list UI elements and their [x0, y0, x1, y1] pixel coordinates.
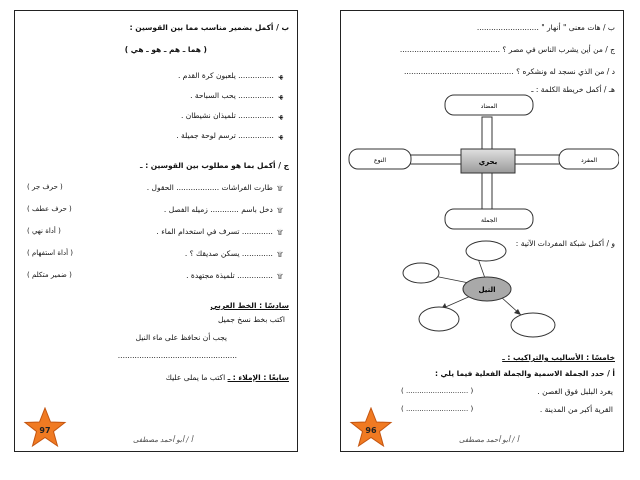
hint-label: ( ضمير متكلم ) — [27, 271, 72, 279]
section5-answer: ( ............................ ) — [401, 405, 474, 413]
vocabulary-web — [401, 239, 571, 345]
list-item: ﮫ............... ترسم لوحة جميلة . — [176, 131, 283, 140]
list-item: ۩............. تسرف في استخدام الماء . — [156, 227, 283, 236]
list-item: ۩............... تلميذة مجتهدة . — [186, 271, 283, 280]
page-number-star — [23, 407, 67, 449]
right-page — [340, 10, 624, 452]
question-w: و / أكمل شبكة المفردات الآتية : — [515, 239, 615, 248]
section6-line: .................................................. — [117, 351, 237, 360]
question-h: هـ / أكمل خريطة الكلمة : ـ — [531, 85, 615, 94]
left-page — [14, 10, 298, 452]
question-d: د / من الذي نسجد له ونشكره ؟ .............................................. — [404, 67, 615, 76]
section5-item: يغرد البلبل فوق الغصن . — [537, 387, 613, 396]
list-item: ﮫ............... تلميذان نشيطان . — [180, 111, 283, 120]
section7-title: سابعًا : الإملاء : ـ — [227, 373, 289, 382]
hint-label: ( أداة استفهام ) — [27, 249, 73, 257]
web-center-label: النيل — [478, 286, 496, 294]
map-label-left: النوع — [374, 157, 386, 164]
question-c: ج / من أين يشرب الناس في مصر ؟ .......................................... — [399, 45, 615, 54]
page-number: 97 — [39, 426, 51, 435]
section5-answer: ( ............................ ) — [401, 387, 474, 395]
section7-row — [23, 373, 289, 383]
section5-title: خامسًا : الأساليب والتراكيب : ـ — [502, 353, 615, 362]
word-map — [347, 93, 619, 231]
map-label-bottom: الجملة — [480, 217, 498, 224]
list-item: ﮫ............... يلعبون كرة القدم . — [178, 71, 283, 80]
map-center-label: بحري — [478, 158, 498, 166]
list-item: ﮫ............... يحب السباحة . — [190, 91, 283, 100]
section6-sentence: يجب أن نحافظ على ماء النيل — [135, 333, 227, 342]
signature: أ / أبو أحمد مصطفى — [133, 436, 193, 444]
question-b: ب / هات معنى " أنهار " .......................... — [476, 23, 615, 32]
list-item: ۩دخل باسم ............ زميله الفصل . — [163, 205, 283, 214]
section-c-title: ج / أكمل بما هو مطلوب بين القوسين : ـ — [140, 161, 289, 170]
list-item: ۩طارت الفراشات .................. الحقول . — [146, 183, 283, 192]
section-b-title: ب / أكمل بضمير مناسب مما بين القوسين : — [129, 23, 289, 32]
section5-item: القرية أكبر من المدينة . — [539, 405, 613, 414]
hint-label: ( حرف عطف ) — [27, 205, 72, 213]
section6-title: سادسًا : الخط العربي — [210, 301, 289, 310]
section5-a: أ / حدد الجملة الاسمية والجملة الفعلية فيما يلي : — [434, 369, 615, 378]
map-label-right: المفرد — [581, 157, 597, 164]
signature: أ / أبو أحمد مصطفى — [459, 436, 519, 444]
section7-instruction: اكتب ما يملى عليك — [165, 373, 226, 382]
hint-label: ( أداة نهي ) — [27, 227, 61, 235]
page-number-star — [349, 407, 393, 449]
page-number: 96 — [365, 426, 377, 435]
list-item: ۩............. يسكن صديقك ؟ . — [184, 249, 283, 258]
section6-instruction: اكتب بخط نسخ جميل — [217, 315, 285, 324]
pronoun-choices: ( هما ـ هم ـ هو ـ هي ) — [124, 45, 207, 54]
hint-label: ( حرف جر ) — [27, 183, 63, 191]
map-label-top: المضاد — [480, 103, 498, 110]
